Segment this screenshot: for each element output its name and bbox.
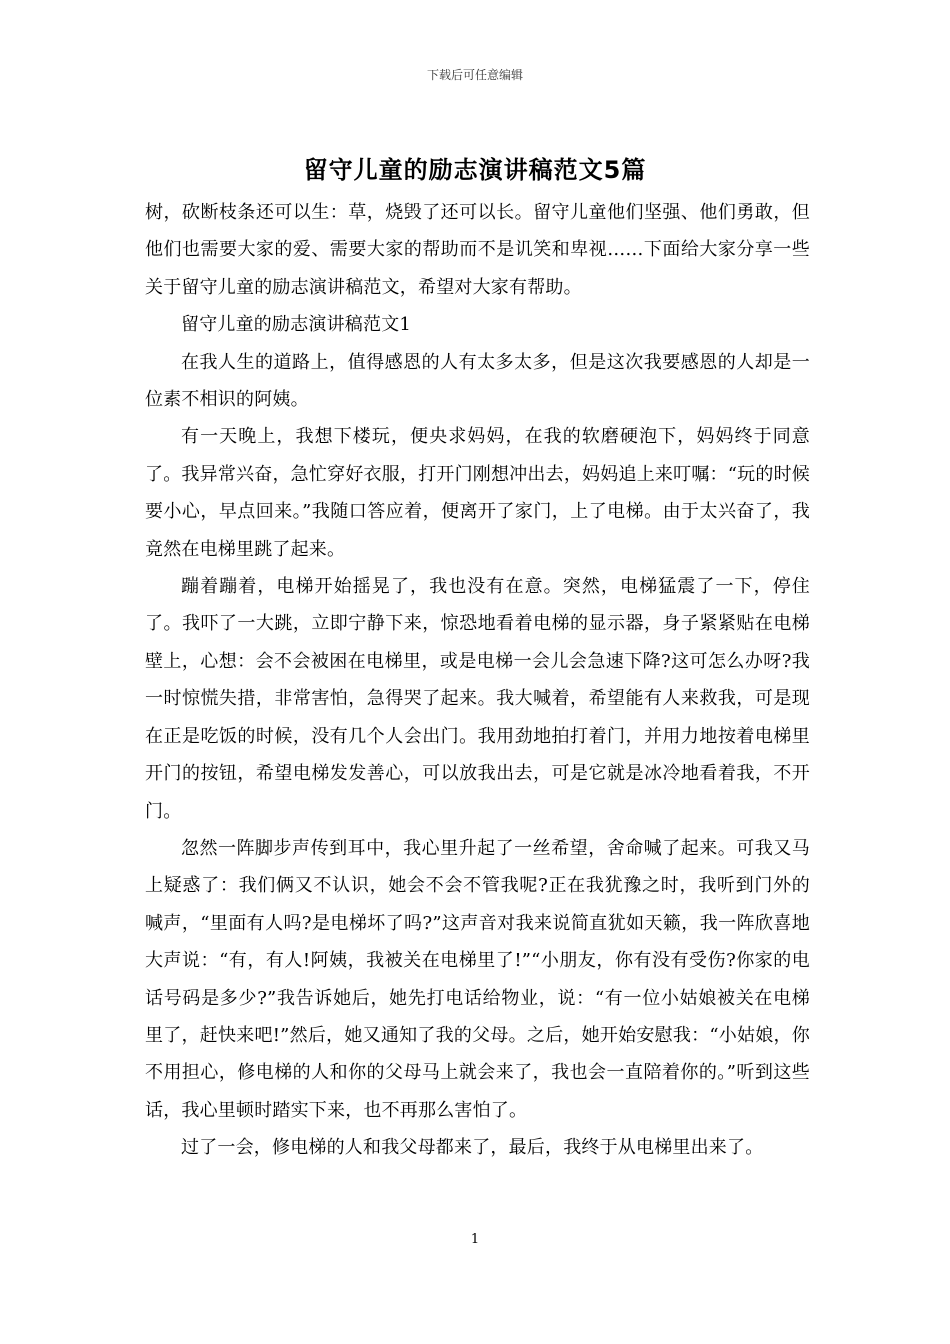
body-paragraph: 有一天晚上，我想下楼玩，便央求妈妈，在我的软磨硬泡下，妈妈终于同意了。我异常兴奋，急忙穿好衣服，打开门刚想冲出去，妈妈追上来叮嘱：“玩的时候要小心，早点回来。”我随口答应着，便离开了家门，上了电梯。由于太兴奋了，我竟然在电梯里跳了起来。 (145, 426, 810, 560)
page-number: 1 (470, 1232, 480, 1247)
body-paragraph: 在我人生的道路上，值得感恩的人有太多太多，但是这次我要感恩的人却是一位素不相识的阿姨。 (145, 351, 810, 411)
body-paragraph: 过了一会，修电梯的人和我父母都来了，最后，我终于从电梯里出来了。 (181, 1137, 764, 1159)
body-paragraph: 忽然一阵脚步声传到耳中，我心里升起了一丝希望，舍命喊了起来。可我又马上疑惑了：我们俩又不认识，她会不会不管我呢?正在我犹豫之时，我听到门外的喊声，“里面有人吗?是电梯坏了吗?”这声音对我来说简直犹如天籁，我一阵欣喜地大声说：“有，有人!阿姨，我被关在电梯里了!”“小朋友，你有没有受伤?你家的电话号码是多少?”我告诉她后，她先打电话给物业，说：“有一位小姑娘被关在电梯里了，赶快来吧!”然后，她又通知了我的父母。之后，她开始安慰我：“小姑娘，你不用担心，修电梯的人和你的父母马上就会来了，我也会一直陪着你的。”听到这些话，我心里顿时踏实下来，也不再那么害怕了。 (145, 837, 810, 1121)
body-paragraph: 蹦着蹦着，电梯开始摇晃了，我也没有在意。突然，电梯猛震了一下，停住了。我吓了一大跳，立即宁静下来，惊恐地看着电梯的显示器，身子紧紧贴在电梯壁上，心想：会不会被困在电梯里，或是电梯一会儿会急速下降?这可怎么办呀?我一时惊慌失措，非常害怕，急得哭了起来。我大喊着，希望能有人来救我，可是现在正是吃饭的时候，没有几个人会出门。我用劲地拍打着门，并用力地按着电梯里开门的按钮，希望电梯发发善心，可以放我出去，可是它就是冰冷地看着我，不开门。 (145, 576, 810, 822)
document-title: 留守儿童的励志演讲稿范文5篇 (303, 156, 647, 184)
section-heading: 留守儿童的励志演讲稿范文1 (181, 314, 412, 336)
page-header-note: 下载后可任意编辑 (426, 68, 523, 82)
document-body (145, 194, 810, 1167)
intro-paragraph: 树，砍断枝条还可以生：草，烧毁了还可以长。留守儿童他们坚强、他们勇敢，但他们也需要大家的爱、需要大家的帮助而不是讥笑和卑视……下面给大家分享一些关于留守儿童的励志演讲稿范文，希望对大家有帮助。 (145, 202, 810, 298)
